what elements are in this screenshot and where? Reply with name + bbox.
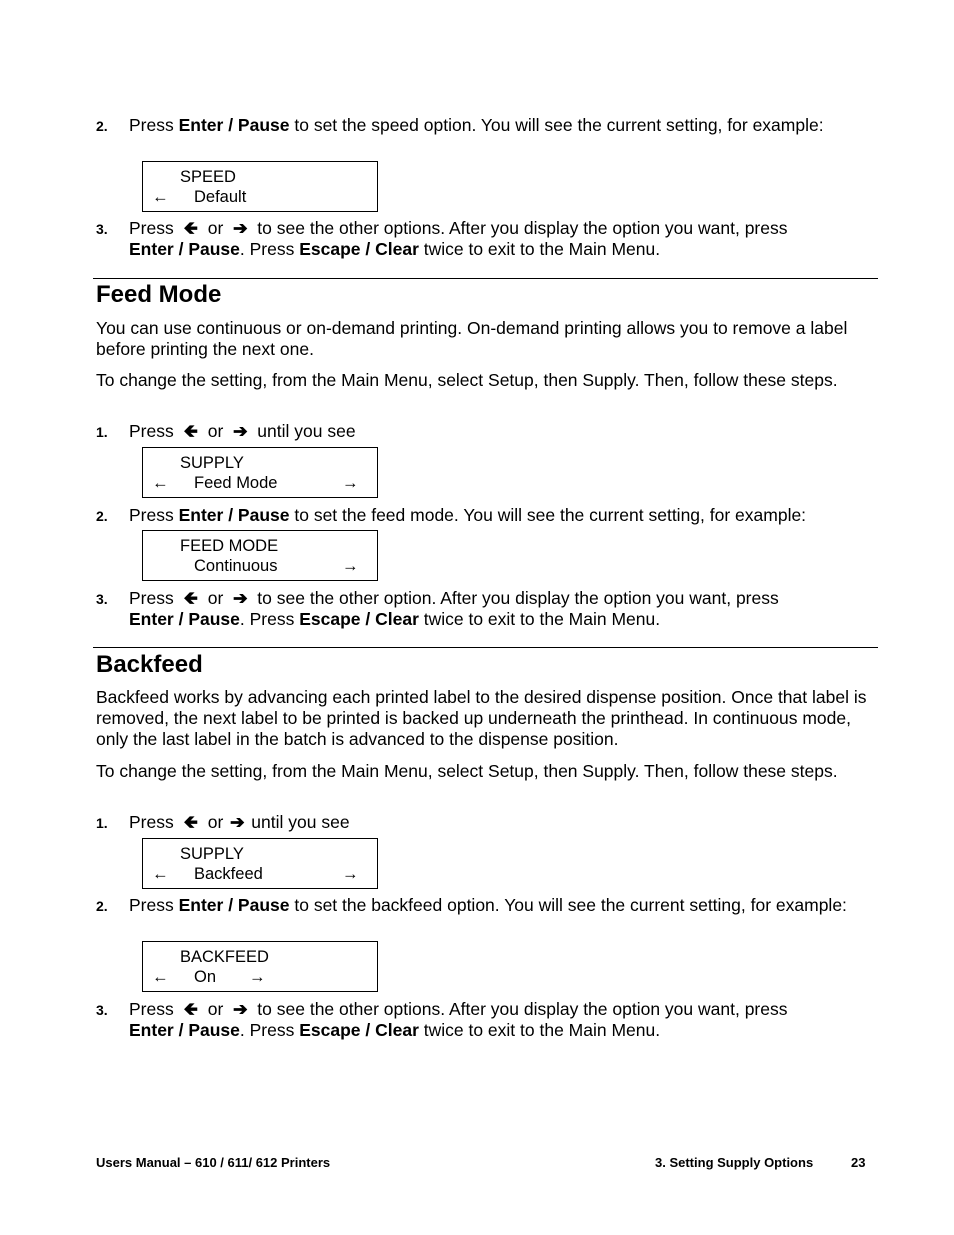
step-text: Press Enter / Pause to set the feed mode. You will see the current setting, for example: [129, 505, 807, 525]
left-arrow-icon: 🡸 [183, 999, 198, 1019]
lcd-display: SUPPLY ← Feed Mode → [142, 447, 378, 498]
step-text: Press 🡸 or ➔ until you see [129, 812, 350, 832]
step-number: 1. [96, 424, 108, 440]
paragraph: You can use continuous or on-demand printing. On-demand printing allows you to remove a label before printing the next one. [96, 318, 848, 359]
step-text: Press 🡸 or ➔ to see the other option. After you display the option you want, press Enter / Pause. Press Escape / Clear twice to exit to the Main Menu. [129, 588, 779, 629]
paragraph: To change the setting, from the Main Menu, select Setup, then Supply. Then, follow these steps. [96, 761, 838, 781]
left-arrow-icon: ← [152, 474, 169, 492]
right-arrow-icon: ➔ [232, 421, 248, 441]
lcd-display: BACKFEED ← On → [142, 941, 378, 992]
page-number: 23 [851, 1155, 866, 1170]
paragraph: Backfeed works by advancing each printed label to the desired dispense position. Once that label is removed, the next label to be printed is backed up underneath the printhead. In continuous mode, only the last label in the batch is advanced to the dispense position. [96, 687, 867, 749]
section-heading: Feed Mode [96, 281, 222, 308]
step-number: 2. [96, 118, 108, 134]
left-arrow-icon: 🡸 [183, 588, 198, 608]
right-arrow-icon: → [342, 557, 359, 575]
right-arrow-icon: → [342, 474, 359, 492]
left-arrow-icon: 🡸 [183, 218, 198, 238]
section-divider [93, 278, 878, 279]
left-arrow-icon: ← [152, 865, 169, 883]
right-arrow-icon: ➔ [232, 218, 248, 238]
step-number: 2. [96, 898, 108, 914]
step-number: 2. [96, 508, 108, 524]
step-number: 3. [96, 221, 108, 237]
lcd-display: SPEED ← Default [142, 161, 378, 212]
right-arrow-icon: → [342, 865, 359, 883]
lcd-display: SUPPLY ← Backfeed → [142, 838, 378, 889]
left-arrow-icon: 🡸 [183, 812, 198, 832]
paragraph: To change the setting, from the Main Menu, select Setup, then Supply. Then, follow these steps. [96, 370, 838, 390]
left-arrow-icon: ← [152, 968, 169, 986]
right-arrow-icon: ➔ [232, 999, 248, 1019]
step-text: Press Enter / Pause to set the backfeed option. You will see the current setting, for example: [129, 895, 847, 915]
key-name: Enter / Pause [178, 115, 290, 135]
step-number: 1. [96, 815, 108, 831]
step-number: 3. [96, 1002, 108, 1018]
left-arrow-icon: 🡸 [183, 421, 198, 441]
lcd-display: FEED MODE Continuous → [142, 530, 378, 581]
right-arrow-icon: → [249, 968, 266, 986]
step-text: Press 🡸 or ➔ to see the other options. After you display the option you want, press Enter / Pause. Press Escape / Clear twice to exit to the Main Menu. [129, 218, 788, 259]
section-divider [93, 647, 878, 648]
right-arrow-icon: ➔ [229, 812, 245, 832]
footer-title: Users Manual – 610 / 611/ 612 Printers [96, 1155, 331, 1170]
left-arrow-icon: ← [152, 188, 169, 206]
right-arrow-icon: ➔ [232, 588, 248, 608]
step-text: Press Enter / Pause to set the speed option. You will see the current setting, for example: [129, 115, 824, 135]
step-number: 3. [96, 591, 108, 607]
footer-section: 3. Setting Supply Options [655, 1155, 814, 1170]
section-heading: Backfeed [96, 651, 203, 678]
step-text: Press 🡸 or ➔ until you see [129, 421, 356, 441]
step-text: Press 🡸 or ➔ to see the other options. After you display the option you want, press Enter / Pause. Press Escape / Clear twice to exit to the Main Menu. [129, 999, 788, 1040]
